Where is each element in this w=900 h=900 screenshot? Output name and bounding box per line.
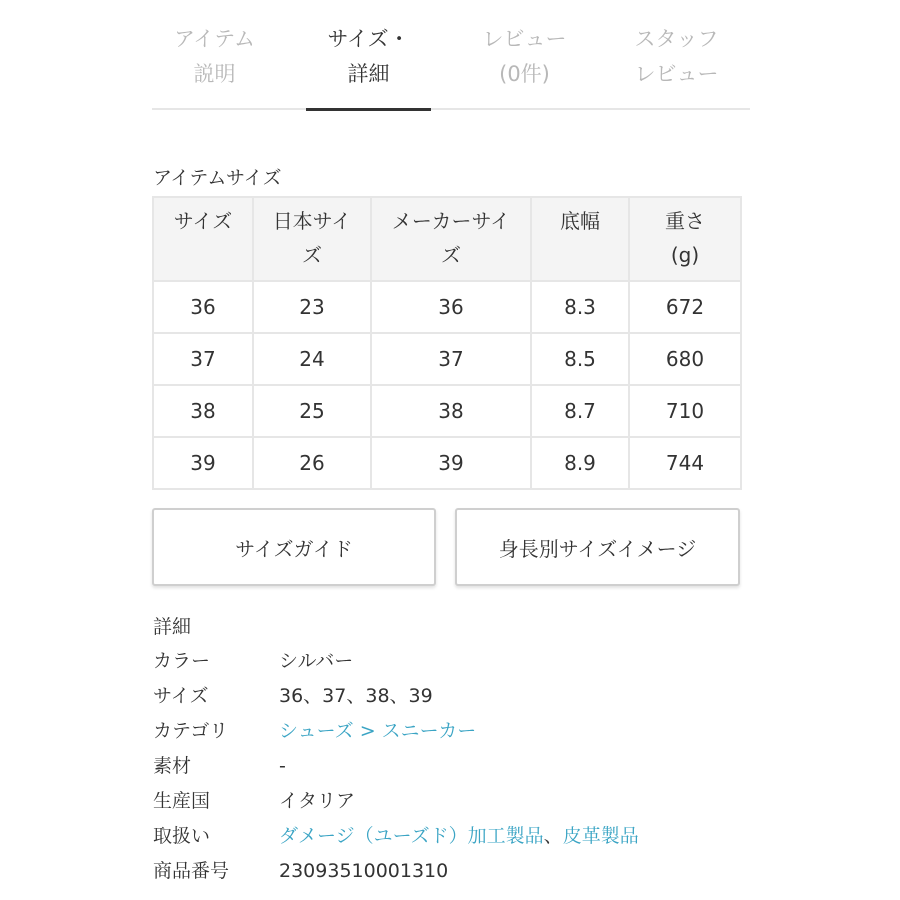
detail-value: 36、37、38、39	[279, 685, 433, 707]
tab-label: 説明	[193, 62, 236, 86]
header-sole-width: 底幅	[531, 197, 629, 281]
detail-label: 商品番号	[153, 860, 230, 882]
detail-row-handling	[153, 819, 753, 854]
tab-item-description[interactable]	[152, 22, 277, 92]
detail-value	[279, 819, 639, 854]
table-cell: 744	[629, 437, 741, 489]
size-guide-button[interactable]: サイズガイド	[152, 508, 436, 586]
item-size-title: アイテムサイズ	[153, 167, 282, 189]
table-cell: 37	[153, 333, 253, 385]
table-cell: 710	[629, 385, 741, 437]
tab-label: アイテム	[173, 27, 256, 51]
height-size-image-button[interactable]: 身長別サイズイメージ	[455, 508, 740, 586]
handling-link-damaged[interactable]: ダメージ（ユーズド）加工製品	[279, 825, 544, 847]
table-cell: 8.7	[531, 385, 629, 437]
table-row	[153, 385, 741, 437]
details-list	[153, 644, 753, 889]
table-row	[153, 333, 741, 385]
tab-label: スタッフ	[634, 27, 719, 51]
detail-row-color	[153, 644, 753, 679]
detail-value	[279, 714, 476, 749]
detail-row-material	[153, 749, 753, 784]
table-row	[153, 437, 741, 489]
table-cell: 26	[253, 437, 371, 489]
detail-value: -	[279, 755, 286, 777]
table-cell: 672	[629, 281, 741, 333]
tab-label: (0件)	[499, 62, 550, 86]
table-cell: 37	[371, 333, 531, 385]
detail-value: 2309351000131​0	[279, 860, 449, 882]
details-title: 詳細	[153, 616, 192, 638]
tab-label: 詳細	[347, 62, 390, 86]
detail-value: イタリア	[279, 790, 356, 812]
table-cell: 24	[253, 333, 371, 385]
tab-size-details[interactable]	[306, 22, 431, 111]
detail-label: サイズ	[153, 685, 209, 707]
detail-row-origin	[153, 784, 753, 819]
table-cell: 8.3	[531, 281, 629, 333]
category-link-shoes[interactable]: シューズ	[279, 720, 354, 742]
handling-separator: 、	[543, 825, 563, 847]
tab-label: レビュー	[482, 27, 567, 51]
table-cell: 36	[153, 281, 253, 333]
table-cell: 25	[253, 385, 371, 437]
detail-label: 取扱い	[153, 825, 211, 847]
detail-row-category	[153, 714, 753, 749]
tab-label: レビュー	[634, 62, 719, 86]
category-link-sneakers[interactable]: スニーカー	[381, 720, 477, 742]
table-cell: 38	[371, 385, 531, 437]
table-cell: 23	[253, 281, 371, 333]
table-cell: 39	[153, 437, 253, 489]
tab-label: サイズ・	[327, 27, 410, 51]
detail-value: シルバー	[279, 650, 354, 672]
tab-bar	[152, 12, 750, 110]
detail-row-size	[153, 679, 753, 714]
detail-label: 生産国	[153, 790, 211, 812]
table-cell: 8.5	[531, 333, 629, 385]
table-header-row	[153, 197, 741, 281]
detail-label: カラー	[153, 650, 211, 672]
table-cell: 8.9	[531, 437, 629, 489]
table-cell: 39	[371, 437, 531, 489]
detail-row-product-number	[153, 854, 753, 889]
detail-label: カテゴリ	[153, 720, 229, 742]
header-weight: 重さ (g)	[629, 197, 741, 281]
header-size: サイズ	[153, 197, 253, 281]
table-cell: 38	[153, 385, 253, 437]
handling-link-leather[interactable]: 皮革製品	[562, 825, 639, 847]
category-separator: >	[353, 720, 382, 742]
header-japan-size: 日本サイ ズ	[253, 197, 371, 281]
table-row	[153, 281, 741, 333]
tab-reviews[interactable]	[462, 22, 587, 92]
detail-label: 素材	[153, 755, 192, 777]
table-cell: 680	[629, 333, 741, 385]
table-cell: 36	[371, 281, 531, 333]
tab-staff-reviews[interactable]	[614, 22, 739, 92]
header-maker-size: メーカーサイ ズ	[371, 197, 531, 281]
size-table	[152, 196, 742, 490]
